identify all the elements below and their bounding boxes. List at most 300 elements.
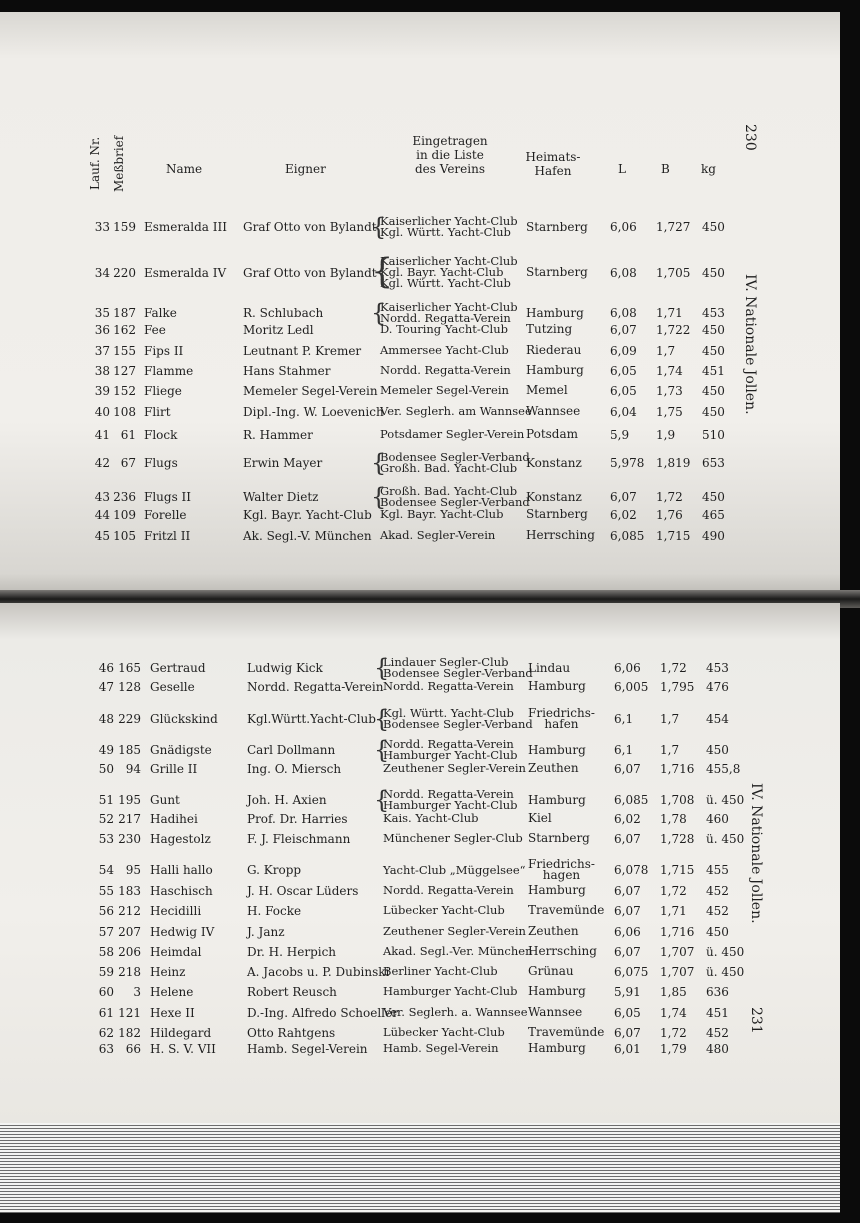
cell-name: Fips II (144, 343, 184, 358)
cell-weight: 450 (702, 383, 725, 398)
cell-length: 6,005 (614, 679, 649, 694)
cell-name: Heinz (150, 964, 186, 979)
cell-eigner: R. Hammer (243, 427, 313, 442)
cell-weight: 460 (706, 811, 729, 826)
cell-weight: 450 (706, 924, 729, 939)
cell-verein: Lübecker Yacht-Club (383, 1025, 505, 1039)
cell-heimatshafen: Starnberg (526, 507, 588, 521)
cell-lauf-nr: 33 (94, 220, 110, 234)
cell-verein: Münchener Segler-Club (383, 831, 523, 845)
cell-breadth: 1,707 (660, 964, 695, 979)
table-row (0, 509, 840, 520)
cell-verein: Berliner Yacht-Club (383, 964, 498, 978)
cell-weight: 636 (706, 984, 729, 999)
cell-messbrief: 229 (118, 712, 141, 726)
cell-verein: Hamb. Segel-Verein (383, 1041, 499, 1055)
cell-messbrief: 236 (113, 490, 136, 504)
cell-lauf-nr: 42 (94, 456, 110, 470)
cell-heimatshafen: Hamburg (528, 742, 586, 757)
cell-weight: 450 (702, 404, 725, 419)
cell-heimatshafen: Hamburg (528, 792, 586, 807)
cell-eigner: Walter Dietz (243, 490, 319, 504)
cell-lauf-nr: 39 (94, 383, 110, 398)
header-lauf-nr: Lauf. Nr. (88, 136, 102, 190)
cell-weight: 450 (702, 343, 725, 358)
cell-lauf-nr: 46 (98, 661, 114, 675)
cell-breadth: 1,72 (656, 490, 683, 504)
cell-verein: Ver. Seglerh. am Wannsee (380, 404, 532, 418)
cell-length: 6,02 (610, 507, 637, 522)
cell-lauf-nr: 51 (98, 793, 114, 807)
cell-messbrief: 212 (118, 903, 141, 918)
cell-lauf-nr: 41 (94, 427, 110, 442)
cell-weight: 453 (706, 661, 729, 675)
cell-verein: Lübecker Yacht-Club (383, 903, 505, 917)
cell-breadth: 1,727 (656, 220, 691, 234)
cell-lauf-nr: 45 (94, 528, 110, 543)
cell-weight: 450 (702, 490, 725, 504)
cell-messbrief: 67 (120, 456, 136, 470)
cell-weight: 455,8 (706, 761, 741, 776)
cell-breadth: 1,75 (656, 404, 683, 419)
cell-lauf-nr: 55 (98, 883, 114, 898)
cell-breadth: 1,7 (660, 712, 680, 726)
cell-length: 6,07 (614, 903, 641, 918)
cell-eigner: Graf Otto von Bylandt (243, 265, 377, 280)
cell-verein: Zeuthener Segler-Verein (383, 924, 526, 938)
table-row (0, 1027, 840, 1038)
cell-name: Glückskind (150, 712, 218, 726)
header-kg: kg (701, 162, 716, 176)
page-edges (0, 1123, 840, 1213)
cell-eigner: G. Kropp (247, 863, 302, 877)
cell-eigner: Nordd. Regatta-Verein (247, 679, 384, 694)
cell-eigner: Otto Rahtgens (247, 1025, 336, 1040)
cell-messbrief: 108 (113, 404, 136, 419)
brace-mark: { (371, 213, 387, 241)
cell-length: 6,085 (614, 793, 649, 807)
cell-eigner: F. J. Fleischmann (247, 831, 351, 846)
cell-messbrief: 195 (118, 793, 141, 807)
cell-eigner: H. Focke (247, 903, 302, 918)
cell-breadth: 1,9 (656, 427, 676, 442)
cell-length: 6,078 (614, 863, 649, 877)
cell-heimatshafen: Grünau (528, 964, 574, 978)
cell-name: Flugs II (144, 490, 192, 504)
cell-verein: Bodensee Segler-Verband Großh. Bad. Yacht-Club (380, 450, 530, 475)
cell-eigner: Leutnant P. Kremer (243, 343, 362, 358)
table-row (0, 786, 840, 814)
cell-length: 6,08 (610, 306, 637, 320)
table-row (0, 483, 840, 511)
cell-heimatshafen: Herrsching (526, 528, 595, 542)
cell-eigner: Prof. Dr. Harries (247, 811, 348, 826)
cell-lauf-nr: 63 (98, 1041, 114, 1056)
cell-eigner: Dipl.-Ing. W. Loevenich (243, 404, 384, 419)
table-row (0, 345, 840, 356)
cell-breadth: 1,73 (656, 383, 683, 398)
cell-length: 6,05 (610, 383, 637, 398)
table-row (0, 859, 840, 881)
cell-lauf-nr: 52 (98, 811, 114, 826)
cell-heimatshafen: Friedrichs- hafen (528, 706, 595, 731)
cell-verein: Potsdamer Segler-Verein (380, 427, 525, 441)
cell-breadth: 1,715 (656, 528, 691, 543)
table-row (0, 365, 840, 376)
table-row (0, 406, 840, 417)
cell-verein: Hamburger Yacht-Club (383, 984, 518, 998)
cell-name: Halli hallo (150, 863, 213, 877)
cell-eigner: R. Schlubach (243, 306, 324, 320)
cell-weight: 465 (702, 507, 725, 522)
cell-lauf-nr: 40 (94, 404, 110, 419)
cell-breadth: 1,79 (660, 1041, 687, 1056)
cell-weight: 653 (702, 456, 725, 470)
cell-length: 6,05 (614, 1005, 641, 1020)
cell-heimatshafen: Wannsee (526, 404, 581, 418)
cell-breadth: 1,7 (656, 343, 676, 358)
cell-weight: 476 (706, 679, 729, 694)
cell-weight: 453 (702, 306, 725, 320)
cell-breadth: 1,72 (660, 661, 687, 675)
cell-weight: 450 (706, 743, 729, 757)
cell-length: 6,06 (614, 924, 641, 939)
cell-breadth: 1,72 (660, 1025, 687, 1040)
cell-eigner: Dr. H. Herpich (247, 944, 337, 959)
cell-lauf-nr: 47 (98, 679, 114, 694)
cell-heimatshafen: Hamburg (528, 679, 586, 693)
cell-messbrief: 185 (118, 743, 141, 757)
cell-messbrief: 165 (118, 661, 141, 675)
brace-mark: { (374, 736, 390, 764)
cell-length: 5,9 (610, 427, 630, 442)
cell-name: H. S. V. VII (150, 1041, 216, 1056)
cell-messbrief: 182 (118, 1025, 141, 1040)
cell-name: Heimdal (150, 944, 202, 959)
cell-lauf-nr: 37 (94, 343, 110, 358)
table-row (0, 385, 840, 396)
cell-name: Hedwig IV (150, 924, 215, 939)
cell-breadth: 1,7 (660, 743, 680, 757)
cell-verein: Akad. Segl.-Ver. München (383, 944, 533, 958)
cell-name: Hexe II (150, 1005, 195, 1020)
cell-messbrief: 187 (113, 306, 136, 320)
cell-weight: 452 (706, 1025, 729, 1040)
cell-breadth: 1,76 (656, 507, 683, 522)
cell-name: Fee (144, 322, 166, 337)
cell-weight: 454 (706, 712, 729, 726)
cell-heimatshafen: Zeuthen (528, 761, 579, 775)
cell-eigner: Ak. Segl.-V. München (243, 528, 372, 543)
cell-verein: Kgl. Bayr. Yacht-Club (380, 507, 504, 521)
brace-mark: { (371, 483, 387, 511)
cell-breadth: 1,722 (656, 322, 691, 337)
cell-heimatshafen: Zeuthen (528, 924, 579, 938)
cell-lauf-nr: 57 (98, 924, 114, 939)
cell-lauf-nr: 35 (94, 306, 110, 320)
cell-heimatshafen: Konstanz (526, 489, 582, 504)
page-number: 231 (748, 1007, 764, 1034)
header-name: Name (166, 162, 203, 176)
table-row (0, 966, 840, 977)
page-230 (0, 12, 840, 597)
cell-name: Gertraud (150, 661, 206, 675)
table-row (0, 986, 840, 997)
cell-length: 6,02 (614, 811, 641, 826)
cell-name: Flamme (144, 363, 194, 378)
cell-messbrief: 207 (118, 924, 141, 939)
cell-length: 6,1 (614, 743, 634, 757)
running-title: IV. Nationale Jollen. (742, 274, 758, 415)
cell-eigner: Kgl.Württ.Yacht-Club (247, 712, 376, 726)
cell-messbrief: 155 (113, 343, 136, 358)
cell-eigner: Ludwig Kick (247, 661, 323, 675)
cell-lauf-nr: 34 (94, 265, 110, 280)
cell-name: Haschisch (150, 883, 213, 898)
cell-verein: Nordd. Regatta-Verein Hamburger Yacht-Club (383, 737, 518, 762)
cell-verein: Großh. Bad. Yacht-Club Bodensee Segler-Verband (380, 484, 530, 509)
cell-weight: 452 (706, 903, 729, 918)
cell-verein: D. Touring Yacht-Club (380, 322, 508, 336)
cell-breadth: 1,707 (660, 944, 695, 959)
cell-heimatshafen: Starnberg (526, 265, 588, 279)
cell-heimatshafen: Starnberg (528, 831, 590, 845)
cell-heimatshafen: Herrsching (528, 944, 597, 958)
cell-eigner: Carl Dollmann (247, 743, 336, 757)
cell-name: Hadihei (150, 811, 198, 826)
cell-name: Flugs (144, 456, 178, 470)
cell-messbrief: 220 (113, 265, 136, 280)
cell-eigner: Joh. H. Axien (247, 793, 327, 807)
table-row (0, 213, 840, 241)
cell-messbrief: 3 (133, 984, 141, 999)
header-messbrief: Meßbrief (112, 135, 126, 192)
cell-name: Esmeralda IV (144, 265, 227, 280)
cell-eigner: J. Janz (247, 924, 285, 939)
cell-lauf-nr: 53 (98, 831, 114, 846)
page-number: 230 (742, 124, 758, 151)
cell-heimatshafen: Konstanz (526, 455, 582, 470)
cell-name: Helene (150, 984, 194, 999)
cell-name: Falke (144, 306, 177, 320)
table-row (0, 681, 840, 692)
brace-mark: { (371, 449, 387, 477)
cell-name: Fritzl II (144, 528, 191, 543)
cell-length: 6,07 (610, 490, 637, 504)
cell-lauf-nr: 38 (94, 363, 110, 378)
table-row (0, 813, 840, 824)
cell-length: 6,07 (614, 944, 641, 959)
cell-eigner: J. H. Oscar Lüders (247, 883, 359, 898)
cell-length: 6,07 (614, 1025, 641, 1040)
cell-verein: Nordd. Regatta-Verein (380, 363, 511, 377)
cell-messbrief: 128 (118, 679, 141, 694)
cell-verein: Kaiserlicher Yacht-Club Kgl. Bayr. Yacht-Club Kgl. Württ. Yacht-Club (380, 254, 518, 290)
cell-breadth: 1,795 (660, 679, 695, 694)
cell-breadth: 1,85 (660, 984, 687, 999)
cell-eigner: Robert Reusch (247, 984, 337, 999)
cell-length: 6,07 (614, 831, 641, 846)
cell-breadth: 1,716 (660, 924, 695, 939)
cell-heimatshafen: Kiel (528, 811, 552, 825)
cell-name: Grille II (150, 761, 198, 776)
cell-verein: Ver. Seglerh. a. Wannsee (383, 1005, 528, 1019)
cell-messbrief: 95 (125, 863, 141, 877)
table-row (0, 449, 840, 477)
table-row (0, 905, 840, 916)
cell-messbrief: 109 (113, 507, 136, 522)
cell-heimatshafen: Memel (526, 383, 568, 397)
cell-verein: Kais. Yacht-Club (383, 811, 479, 825)
cell-length: 6,07 (610, 322, 637, 337)
cell-breadth: 1,715 (660, 863, 695, 877)
cell-messbrief: 206 (118, 944, 141, 959)
cell-length: 6,1 (614, 712, 634, 726)
cell-verein: Yacht-Club „Müggelsee“ (383, 862, 526, 877)
cell-length: 6,075 (614, 964, 649, 979)
cell-weight: ü. 450 (706, 964, 745, 979)
cell-breadth: 1,74 (660, 1005, 687, 1020)
table-row (0, 1007, 840, 1018)
cell-heimatshafen: Starnberg (526, 219, 588, 234)
cell-weight: 450 (702, 265, 725, 280)
cell-eigner: Moritz Ledl (243, 322, 314, 337)
table-row (0, 1043, 840, 1054)
cell-lauf-nr: 61 (98, 1005, 114, 1020)
cell-eigner: Graf Otto von Bylandt (243, 220, 377, 234)
table-row (0, 429, 840, 440)
cell-length: 6,08 (610, 265, 637, 280)
brace-mark: { (371, 252, 394, 292)
cell-breadth: 1,716 (660, 761, 695, 776)
cell-length: 6,05 (610, 363, 637, 378)
cell-weight: ü. 450 (706, 831, 745, 846)
cell-heimatshafen: Wannsee (528, 1005, 583, 1019)
cell-name: Geselle (150, 679, 195, 694)
cell-length: 5,978 (610, 456, 645, 470)
cell-weight: 455 (706, 863, 729, 877)
cell-verein: Nordd. Regatta-Verein (383, 883, 514, 897)
cell-weight: 450 (702, 322, 725, 337)
header-heimats-hafen: Heimats- Hafen (525, 150, 581, 178)
cell-name: Forelle (144, 507, 187, 522)
cell-name: Gnädigste (150, 743, 212, 757)
cell-heimatshafen: Hamburg (528, 1041, 586, 1055)
cell-weight: 510 (702, 427, 725, 442)
cell-messbrief: 127 (113, 363, 136, 378)
cell-name: Gunt (150, 793, 180, 807)
cell-lauf-nr: 60 (98, 984, 114, 999)
cell-length: 5,91 (614, 984, 641, 999)
cell-verein: Lindauer Segler-Club Bodensee Segler-Verband (383, 655, 533, 680)
cell-eigner: Hans Stahmer (243, 363, 331, 378)
cell-length: 6,07 (614, 761, 641, 776)
cell-weight: ü. 450 (706, 793, 745, 807)
cell-messbrief: 61 (120, 427, 136, 442)
cell-verein: Kaiserlicher Yacht-Club Kgl. Württ. Yacht-Club (380, 214, 518, 239)
cell-heimatshafen: Tutzing (526, 322, 573, 336)
cell-lauf-nr: 43 (94, 490, 110, 504)
cell-length: 6,01 (614, 1041, 641, 1056)
table-row (0, 885, 840, 896)
cell-messbrief: 217 (118, 811, 141, 826)
cell-messbrief: 218 (118, 964, 141, 979)
cell-messbrief: 66 (125, 1041, 141, 1056)
cell-verein: Kaiserlicher Yacht-Club Nordd. Regatta-Verein (380, 300, 518, 325)
table-row (0, 946, 840, 957)
cell-lauf-nr: 44 (94, 507, 110, 522)
cell-eigner: Hamb. Segel-Verein (247, 1041, 368, 1056)
cell-heimatshafen: Hamburg (526, 363, 584, 377)
cell-verein: Zeuthener Segler-Verein (383, 761, 526, 775)
cell-breadth: 1,705 (656, 265, 691, 280)
cell-breadth: 1,728 (660, 831, 695, 846)
brace-mark: { (374, 654, 390, 682)
cell-length: 6,085 (610, 528, 645, 543)
cell-weight: ü. 450 (706, 944, 745, 959)
cell-lauf-nr: 62 (98, 1025, 114, 1040)
cell-heimatshafen: Friedrichs- hagen (528, 857, 595, 882)
brace-mark: { (374, 705, 390, 733)
cell-heimatshafen: Travemünde (528, 903, 605, 917)
cell-heimatshafen: Travemünde (528, 1025, 605, 1039)
header-B: B (661, 162, 670, 176)
table-row (0, 926, 840, 937)
cell-name: Esmeralda III (144, 220, 227, 234)
brace-mark: { (371, 299, 387, 327)
cell-breadth: 1,72 (660, 883, 687, 898)
cell-eigner: Kgl. Bayr. Yacht-Club (243, 507, 372, 522)
cell-verein: Nordd. Regatta-Verein Hamburger Yacht-Club (383, 787, 518, 812)
cell-eigner: Memeler Segel-Verein (243, 383, 378, 398)
table-row (0, 654, 840, 682)
cell-heimatshafen: Lindau (528, 660, 571, 675)
cell-weight: 490 (702, 528, 725, 543)
cell-lauf-nr: 59 (98, 964, 114, 979)
running-title: IV. Nationale Jollen. (748, 783, 764, 924)
cell-lauf-nr: 50 (98, 761, 114, 776)
cell-heimatshafen: Hamburg (528, 883, 586, 897)
cell-messbrief: 183 (118, 883, 141, 898)
cell-eigner: D.-Ing. Alfredo Schoeller (247, 1005, 398, 1020)
cell-lauf-nr: 48 (98, 712, 114, 726)
cell-heimatshafen: Hamburg (528, 984, 586, 998)
header-eingetragen: Eingetragen in die Liste des Vereins (412, 134, 488, 176)
cell-name: Flirt (144, 404, 171, 419)
cell-verein: Ammersee Yacht-Club (380, 343, 509, 357)
cell-name: Hagestolz (150, 831, 211, 846)
table-row (0, 833, 840, 844)
table-row (0, 530, 840, 541)
cell-verein: Memeler Segel-Verein (380, 383, 509, 397)
cell-length: 6,06 (614, 661, 641, 675)
table-row (0, 324, 840, 335)
cell-breadth: 1,71 (660, 903, 687, 918)
cell-messbrief: 162 (113, 322, 136, 337)
cell-breadth: 1,78 (660, 811, 687, 826)
header-eigner: Eigner (285, 162, 326, 176)
cell-verein: Akad. Segler-Verein (380, 528, 496, 542)
cell-length: 6,04 (610, 404, 637, 419)
cell-messbrief: 121 (118, 1005, 141, 1020)
cell-eigner: A. Jacobs u. P. Dubinski (247, 964, 390, 979)
header-L: L (618, 162, 626, 176)
table-row (0, 736, 840, 764)
cell-messbrief: 105 (113, 528, 136, 543)
cell-weight: 480 (706, 1041, 729, 1056)
table-row (0, 252, 840, 292)
cell-name: Hecidilli (150, 903, 202, 918)
